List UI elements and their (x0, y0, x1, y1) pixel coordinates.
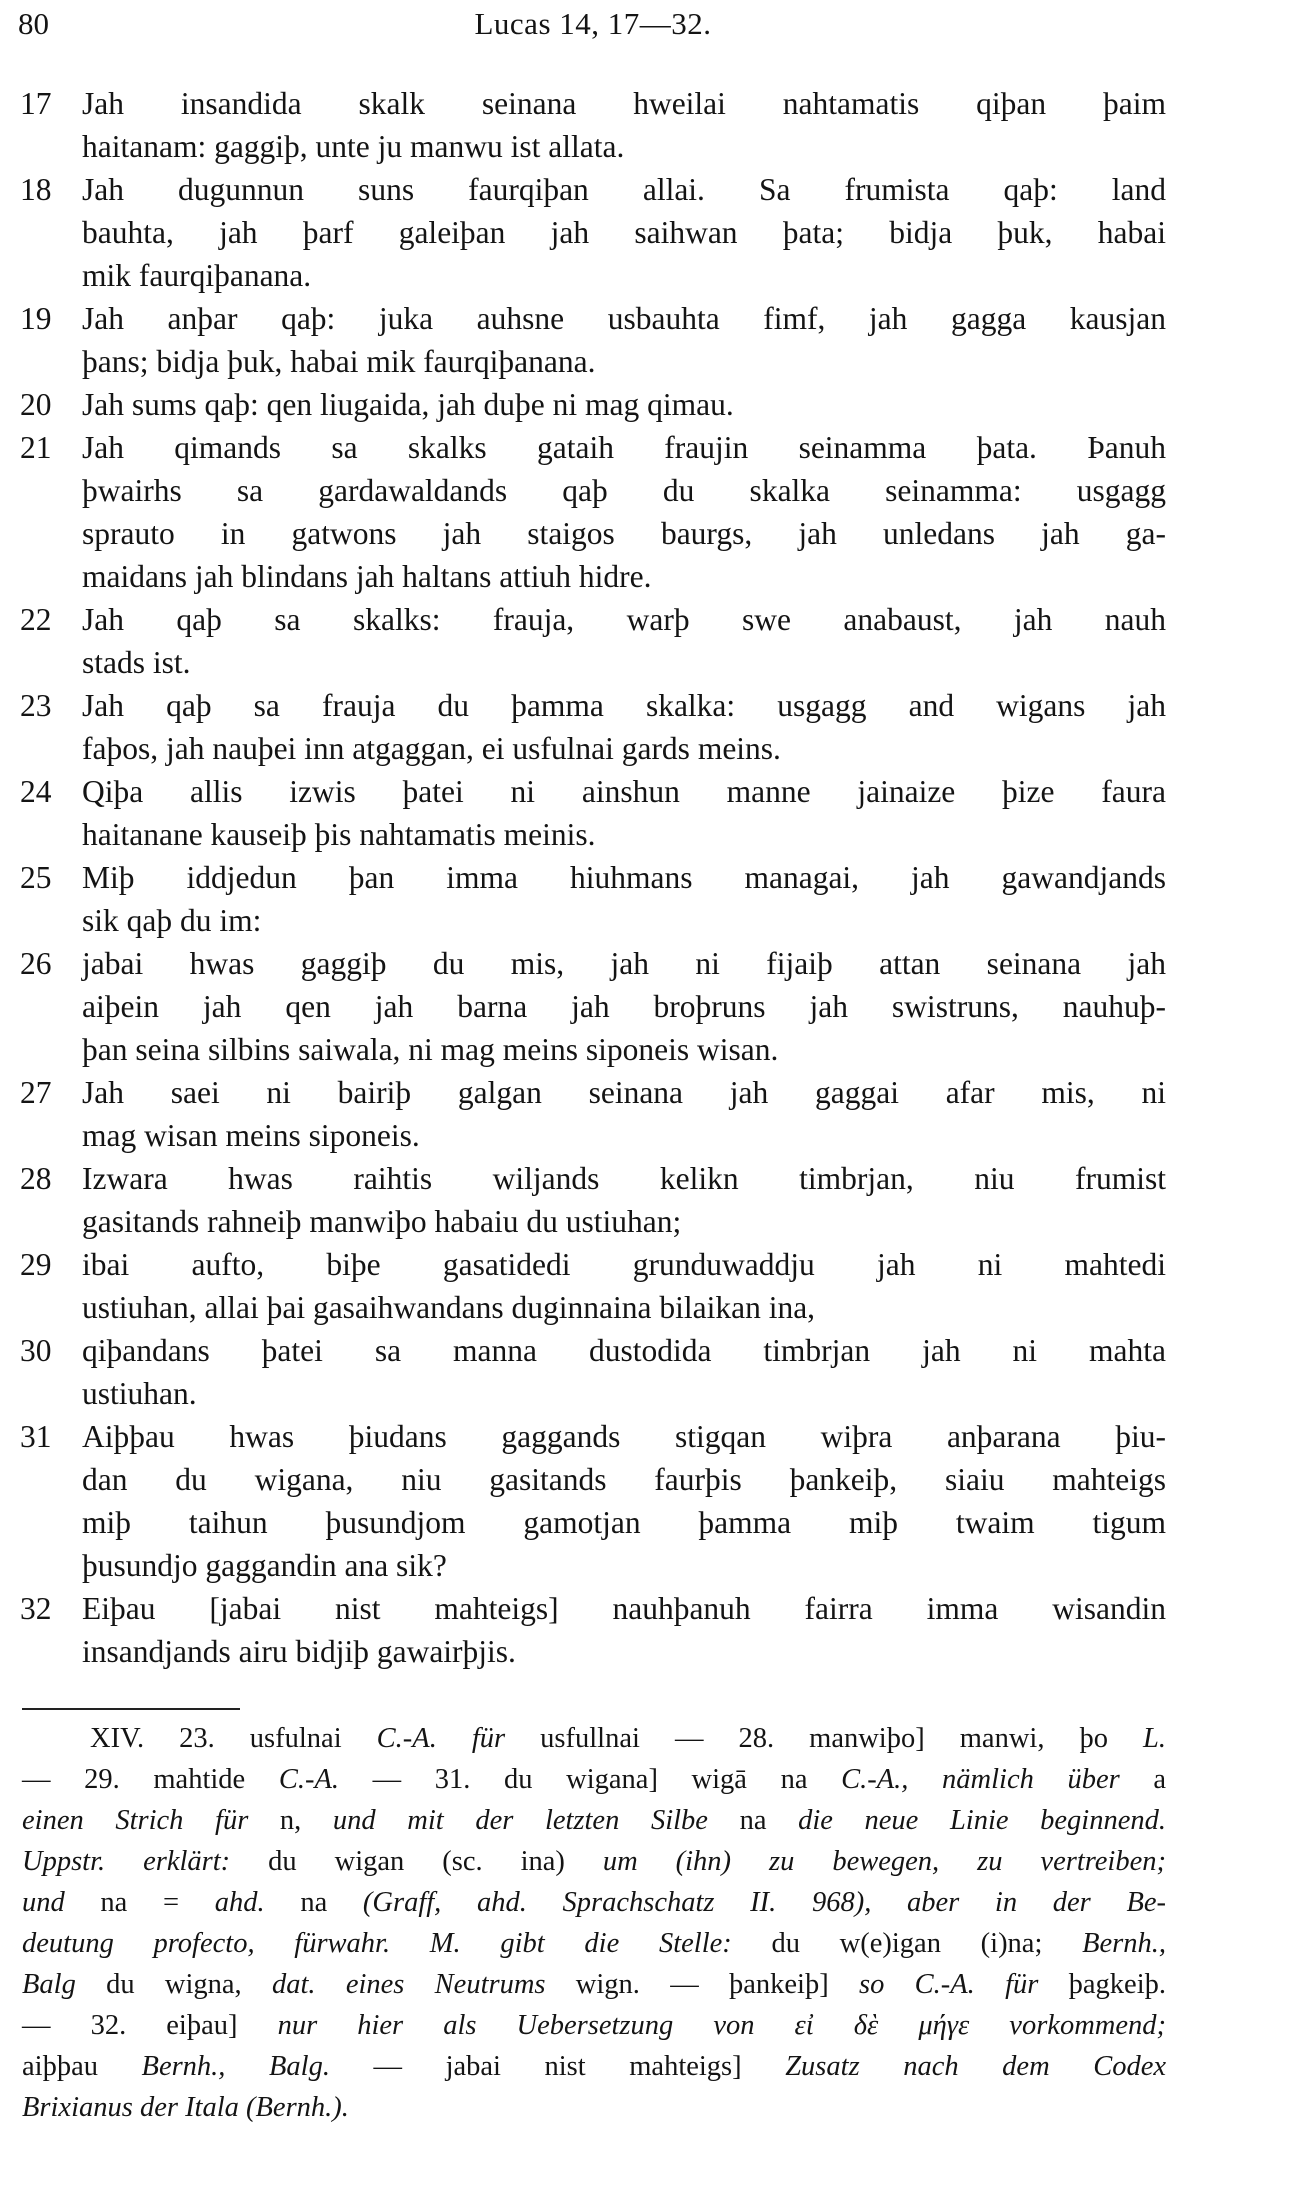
verse-line: bauhta, jah þarf galeiþan jah saihwan þata; bidja þuk, habai (82, 215, 1166, 250)
verse-line: haitanane kauseiþ þis nahtamatis meinis. (82, 817, 596, 852)
verse-line: sik qaþ du im: (82, 903, 262, 938)
verse-line: Jah qaþ sa skalks: frauja, warþ swe anabaust, jah nauh (82, 602, 1166, 637)
footnote-text: aiþþau (22, 2051, 142, 2082)
footnote-italic-text: Uppstr. erklärt: (22, 1846, 231, 1877)
footnote-italic-text: die neue Linie beginnend. (798, 1805, 1167, 1836)
page-number: 80 (18, 6, 49, 41)
footnote-italic-text: um (ihn) zu bewegen, zu vertreiben; (602, 1846, 1166, 1877)
verse (20, 168, 1166, 297)
footnote-text: — jabai nist mahteigs] (329, 2051, 786, 2082)
verse-line: Jah qimands sa skalks gataih fraujin seinamma þata. Þanuh (82, 430, 1166, 465)
verse-number: 17 (20, 86, 52, 121)
footnote-italic-text: L. (1143, 1723, 1166, 1754)
footnote-text: — 29. mahtide (22, 1764, 279, 1795)
footnote-italic-text: nur hier als Uebersetzung von εἰ δὲ μήγε vorkommend; (277, 2010, 1166, 2041)
footnote-text: du wigna, (75, 1969, 272, 2000)
verse-number: 24 (20, 774, 52, 809)
footnote-text: — 31. du wigana] wigā na (339, 1764, 842, 1795)
footnote-italic-text: deutung profecto, fürwahr. M. gibt die Stelle: (22, 1928, 732, 1959)
footnote-italic-text: (Graff, ahd. Sprachschatz II. 968), aber in der Be- (362, 1887, 1166, 1918)
verse-line: Jah insandida skalk seinana hweilai nahtamatis qiþan þaim (82, 86, 1166, 121)
verse-line: maidans jah blindans jah haltans attiuh hidre. (82, 559, 652, 594)
verse-line: ustiuhan. (82, 1376, 197, 1411)
footnote-italic-text: einen Strich für (22, 1805, 249, 1836)
verse-line: ibai aufto, biþe gasatidedi grunduwaddju jah ni mahtedi (82, 1247, 1166, 1282)
verse (20, 1329, 1166, 1415)
verse (20, 856, 1166, 942)
footnote-line (22, 1759, 1166, 1800)
verse-line: Jah saei ni bairiþ galgan seinana jah gaggai afar mis, ni (82, 1075, 1166, 1110)
verse-line: stads ist. (82, 645, 191, 680)
verse-number: 32 (20, 1591, 52, 1626)
footnote-text: du wigan (sc. ina) (230, 1846, 603, 1877)
verse-line: ustiuhan, allai þai gasaihwandans duginnaina bilaikan ina, (82, 1290, 816, 1325)
footnote-text: na (264, 1887, 363, 1918)
running-title: Lucas 14, 17—32. (474, 6, 712, 41)
footnote-italic-text: so C.-A. für (859, 1969, 1039, 2000)
verse (20, 770, 1166, 856)
footnote-italic-text: Brixianus der Itala (Bernh.). (22, 2092, 349, 2123)
verse-line: Jah sums qaþ: qen liugaida, jah duþe ni mag qimau. (82, 387, 734, 422)
footnote-text: na = (64, 1887, 215, 1918)
verse (20, 1243, 1166, 1329)
verse (20, 1071, 1166, 1157)
footnote-text: n, (248, 1805, 333, 1836)
verse-line: jabai hwas gaggiþ du mis, jah ni fijaiþ attan seinana jah (82, 946, 1166, 981)
verse-line: haitanam: gaggiþ, unte ju manwu ist allata. (82, 129, 625, 164)
footnote-italic-text: und (22, 1887, 65, 1918)
footnotes (22, 1718, 1166, 2128)
footnote-divider (22, 1708, 240, 1710)
verse-line: þans; bidja þuk, habai mik faurqiþanana. (82, 344, 596, 379)
footnote-line (22, 1800, 1166, 1841)
verse-text (20, 82, 1166, 1673)
verse-line: Eiþau [jabai nist mahteigs] nauhþanuh fairra imma wisandin (82, 1591, 1166, 1626)
footnote-italic-text: Zusatz nach dem Codex (785, 2051, 1167, 2082)
footnote-italic-text: Bernh., Balg. (141, 2051, 330, 2082)
footnote-line (22, 2046, 1166, 2087)
footnote-text: XIV. 23. usfulnai (90, 1723, 377, 1754)
verse-number: 22 (20, 602, 52, 637)
verse-line: Miþ iddjedun þan imma hiuhmans managai, jah gawandjands (82, 860, 1166, 895)
verse-line: Jah qaþ sa frauja du þamma skalka: usgagg and wigans jah (82, 688, 1166, 723)
verse-line: aiþein jah qen jah barna jah broþruns jah swistruns, nauhuþ- (82, 989, 1166, 1024)
footnote-line (22, 1882, 1166, 1923)
verse (20, 1587, 1166, 1673)
verse-number: 21 (20, 430, 52, 465)
verse-line: Izwara hwas raihtis wiljands kelikn timbrjan, niu frumist (82, 1161, 1166, 1196)
verse (20, 1157, 1166, 1243)
page-header (18, 6, 1168, 50)
footnote-italic-text: dat. eines Neutrums (271, 1969, 546, 2000)
verse-line: Jah dugunnun suns faurqiþan allai. Sa frumista qaþ: land (82, 172, 1166, 207)
verse (20, 598, 1166, 684)
footnote-italic-text: Bernh., (1082, 1928, 1166, 1959)
verse-line: Jah anþar qaþ: juka auhsne usbauhta fimf, jah gagga kausjan (82, 301, 1166, 336)
footnote-line (22, 2087, 1166, 2128)
footnote-line (22, 2005, 1166, 2046)
footnote-italic-text: ahd. (214, 1887, 265, 1918)
footnote-italic-text: und mit der letzten Silbe (332, 1805, 708, 1836)
verse-number: 31 (20, 1419, 52, 1454)
verse-line: þwairhs sa gardawaldands qaþ du skalka seinamma: usgagg (82, 473, 1166, 508)
verse-line: þan seina silbins saiwala, ni mag meins siponeis wisan. (82, 1032, 779, 1067)
verse-line: sprauto in gatwons jah staigos baurgs, jah unledans jah ga- (82, 516, 1166, 551)
verse-number: 19 (20, 301, 52, 336)
verse (20, 942, 1166, 1071)
verse (20, 1415, 1166, 1587)
verse-number: 28 (20, 1161, 52, 1196)
verse-number: 26 (20, 946, 52, 981)
footnote-line (22, 1718, 1166, 1759)
verse-line: faþos, jah nauþei inn atgaggan, ei usfulnai gards meins. (82, 731, 781, 766)
verse-line: mik faurqiþanana. (82, 258, 312, 293)
footnote-text: a (1119, 1764, 1167, 1795)
footnote-text: na (707, 1805, 799, 1836)
footnote-line (22, 1841, 1166, 1882)
verse-line: dan du wigana, niu gasitands faurþis þankeiþ, siaiu mahteigs (82, 1462, 1166, 1497)
footnote-text: du w(e)igan (i)na; (731, 1928, 1083, 1959)
footnote-text: — 32. eiþau] (22, 2010, 278, 2041)
footnote-line (22, 1923, 1166, 1964)
verse-line: þusundjo gaggandin ana sik? (82, 1548, 447, 1583)
verse-number: 20 (20, 387, 52, 422)
verse (20, 426, 1166, 598)
verse-number: 27 (20, 1075, 52, 1110)
verse (20, 684, 1166, 770)
footnote-text: wign. — þankeiþ] (545, 1969, 860, 2000)
verse-line: miþ taihun þusundjom gamotjan þamma miþ twaim tigum (82, 1505, 1166, 1540)
verse (20, 297, 1166, 383)
verse-line: qiþandans þatei sa manna dustodida timbrjan jah ni mahta (82, 1333, 1166, 1368)
verse-line: mag wisan meins siponeis. (82, 1118, 420, 1153)
footnote-italic-text: C.-A. für (376, 1723, 506, 1754)
footnote-italic-text: Balg (22, 1969, 76, 2000)
verse-line: Qiþa allis izwis þatei ni ainshun manne jainaize þize faura (82, 774, 1166, 809)
footnote-text: usfullnai — 28. manwiþo] manwi, þo (505, 1723, 1144, 1754)
verse (20, 383, 1166, 426)
verse-line: Aiþþau hwas þiudans gaggands stigqan wiþra anþarana þiu- (82, 1419, 1166, 1454)
verse-number: 29 (20, 1247, 52, 1282)
footnote-italic-text: C.-A., nämlich über (841, 1764, 1120, 1795)
verse (20, 82, 1166, 168)
verse-line: insandjands airu bidjiþ gawairþjis. (82, 1634, 516, 1669)
verse-number: 25 (20, 860, 52, 895)
footnote-line (22, 1964, 1166, 2005)
footnote-text: þagkeiþ. (1038, 1969, 1166, 2000)
verse-number: 23 (20, 688, 52, 723)
verse-line: gasitands rahneiþ manwiþo habaiu du ustiuhan; (82, 1204, 682, 1239)
footnote-italic-text: C.-A. (278, 1764, 339, 1795)
verse-number: 30 (20, 1333, 52, 1368)
verse-number: 18 (20, 172, 52, 207)
